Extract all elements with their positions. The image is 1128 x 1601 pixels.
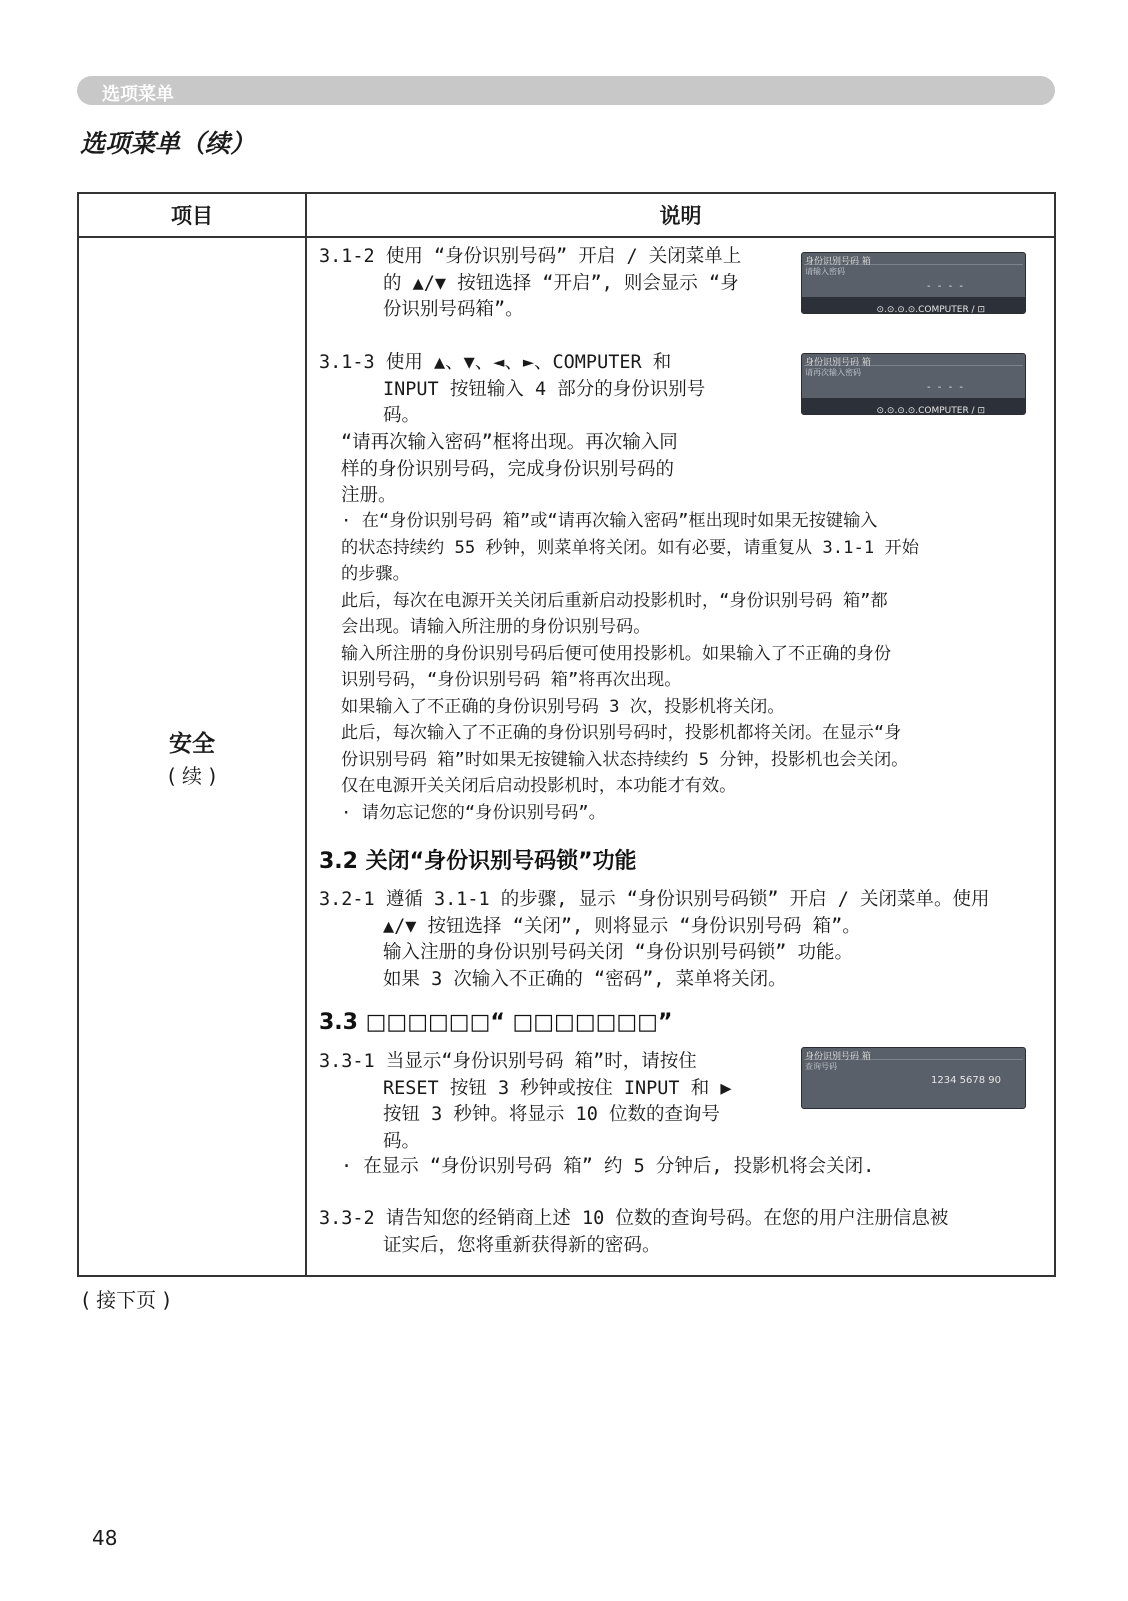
dialog-subtitle: 请再次输入密码 [805,368,861,377]
item-name: 安全 [169,730,215,757]
text-line: 按钮 3 秒钟。将显示 10 位数的查询号 [383,1104,720,1125]
text-line: 份识别号码 箱”时如果无按键输入状态持续约 5 分钟，投影机也会关闭。 [341,749,909,770]
text-line: 份识别号码箱”。 [383,299,524,320]
text-line: 此后，每次输入了不正确的身份识别号码时，投影机都将关闭。在显示“身 [341,723,902,743]
text-line: 如果输入了不正确的身份识别号码 3 次，投影机将关闭。 [341,696,785,717]
dialog-pin-dashes: - - - - [927,281,965,292]
dialog-footer-keys: ⊙.⊙.⊙.⊙.COMPUTER / ⊡ [876,305,985,314]
text-line: “请再次输入密码”框将出现。再次输入同 [341,432,678,453]
text-line: 的步骤。 [341,564,410,584]
notes-block [341,508,919,826]
text-line: 3.3-2 请告知您的经销商上述 10 位数的查询号码。在您的用户注册信息被 [319,1208,949,1229]
text-line: 3.3-1 当显示“身份识别号码 箱”时，请按住 [319,1051,697,1072]
dialog-title: 身份识别号码 箱 [805,1052,871,1062]
dialog-subtitle: 查询号码 [805,1062,837,1071]
text-line: 3.1-2 使用 “身份识别号码” 开启 / 关闭菜单上 [319,246,742,267]
text-line: 3.2-1 遵循 3.1-1 的步骤, 显示 “身份识别号码锁” 开启 / 关闭菜单。使用 [319,889,990,910]
section-3-3-title: 3.3 □□□□□□“ □□□□□□□” [319,1010,673,1035]
dialog-subtitle: 请输入密码 [805,267,845,276]
dialog-pin-dashes: - - - - [927,382,965,393]
text-line: 证实后，您将重新获得新的密码。 [383,1234,661,1256]
text-line: 输入注册的身份识别号码关闭 “身份识别号码锁” 功能。 [383,942,854,963]
text-line: RESET 按钮 3 秒钟或按住 INPUT 和 ▶ [383,1077,732,1099]
text-line: 码。 [383,1130,421,1152]
text-line: · 在“身份识别号码 箱”或“请再次输入密码”框出现时如果无按键输入 [341,511,878,531]
pin-box-dialog [801,252,1026,314]
step-3-3-2 [319,1206,948,1259]
step-3-3-1 [319,1049,731,1155]
column-header-description: 说明 [306,193,1055,237]
dialog-inquiry-code: 1234 5678 90 [931,1075,1001,1086]
text-line: 此后，每次在电源开关关闭后重新启动投影机时，“身份识别号码 箱”都 [341,590,888,611]
dialog-footer [802,297,1025,313]
step-3-3-1-note [341,1154,874,1181]
text-line: 的状态持续约 55 秒钟，则菜单将关闭。如有必要，请重复从 3.1-1 开始 [341,537,919,558]
dialog-footer-keys: ⊙.⊙.⊙.⊙.COMPUTER / ⊡ [876,406,985,415]
text-line: INPUT 按钮输入 4 部分的身份识别号 [383,378,706,400]
step-3-1-2 [319,244,741,324]
continued-note: ( 接下页 ) [82,1288,171,1312]
header-bar-label: 选项菜单 [102,84,174,105]
text-line: 输入所注册的身份识别号码后便可使用投影机。如果输入了不正确的身份 [341,643,892,664]
pin-reenter-dialog [801,353,1026,415]
text-line: 会出现。请输入所注册的身份识别号码。 [341,617,651,637]
page-number: 48 [92,1526,118,1550]
text-line: 仅在电源开关关闭后启动投影机时，本功能才有效。 [341,776,737,796]
text-line: 如果 3 次输入不正确的 “密码”, 菜单将关闭。 [383,968,787,990]
text-line: 注册。 [341,485,397,506]
dialog-title: 身份识别号码 箱 [805,257,871,267]
options-table [77,192,1056,1277]
text-line: 3.1-3 使用 ▲、▼、◄、►、COMPUTER 和 [319,352,672,373]
description-cell [306,237,1055,1276]
step-3-2-1 [319,887,990,993]
text-line: 识别号码，“身份识别号码 箱”将再次出现。 [341,670,682,690]
inquiry-code-dialog [801,1047,1026,1109]
step-3-1-3-continued [341,430,678,510]
text-line: · 请勿忘记您的“身份识别号码”。 [341,802,606,823]
text-line: 样的身份识别号码，完成身份识别号码的 [341,458,675,480]
column-header-item: 项目 [78,193,306,237]
item-cell [78,237,306,1276]
page-title: 选项菜单（续） [80,129,256,158]
text-line: 的 ▲/▼ 按钮选择 “开启”, 则会显示 “身 [383,272,739,294]
dialog-footer [802,398,1025,414]
dialog-title: 身份识别号码 箱 [805,358,871,368]
step-3-1-3 [319,350,705,430]
header-bar [77,76,1055,105]
text-line: · 在显示 “身份识别号码 箱” 约 5 分钟后, 投影机将会关闭. [341,1156,875,1177]
text-line: 码。 [383,405,421,426]
text-line: ▲/▼ 按钮选择 “关闭”, 则将显示 “身份识别号码 箱”。 [383,915,861,937]
item-continued: ( 续 ) [167,763,217,788]
section-3-2-title: 3.2 关闭“身份识别号码锁”功能 [319,849,637,874]
